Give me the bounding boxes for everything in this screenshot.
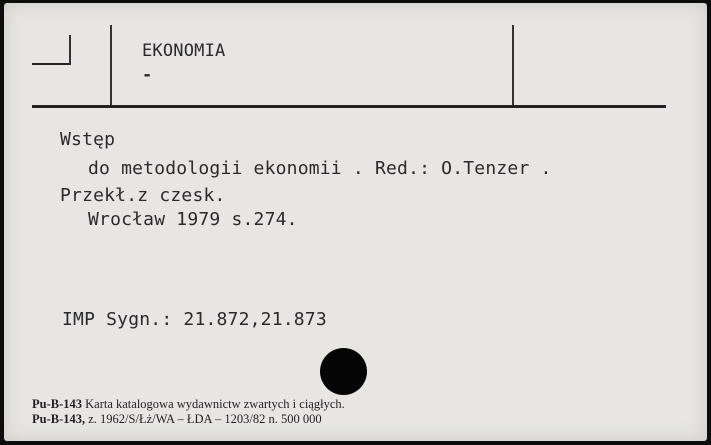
- subject-subheading: -: [142, 65, 153, 85]
- header-divider-left: [110, 25, 112, 107]
- corner-mark-horizontal: [32, 63, 70, 65]
- header-rule: [32, 105, 666, 108]
- punch-hole: [320, 348, 367, 395]
- footer-print-info: z. 1962/S/Łż/WA – ŁDA – 1203/82 n. 500 000: [88, 412, 322, 426]
- entry-title: Wstęp: [60, 129, 116, 150]
- entry-translation: Przekł.z czesk.: [60, 185, 226, 206]
- footer-form-title: Karta katalogowa wydawnictw zwartych i ciągłych.: [85, 397, 345, 411]
- call-number: IMP Sygn.: 21.872,21.873: [62, 309, 327, 330]
- header-divider-right: [512, 25, 514, 107]
- footer-line-2: [32, 412, 322, 427]
- footer-line-1: [32, 397, 345, 412]
- footer-form-code-2: Pu-B-143,: [32, 412, 86, 426]
- corner-mark-vertical: [69, 35, 71, 65]
- footer-form-code: Pu-B-143: [32, 397, 82, 411]
- subject-heading: EKONOMIA: [142, 41, 226, 61]
- catalog-card: [4, 3, 707, 441]
- entry-imprint: Wrocław 1979 s.274.: [88, 209, 298, 230]
- entry-subtitle: do metodologii ekonomii . Red.: O.Tenzer .: [88, 158, 552, 179]
